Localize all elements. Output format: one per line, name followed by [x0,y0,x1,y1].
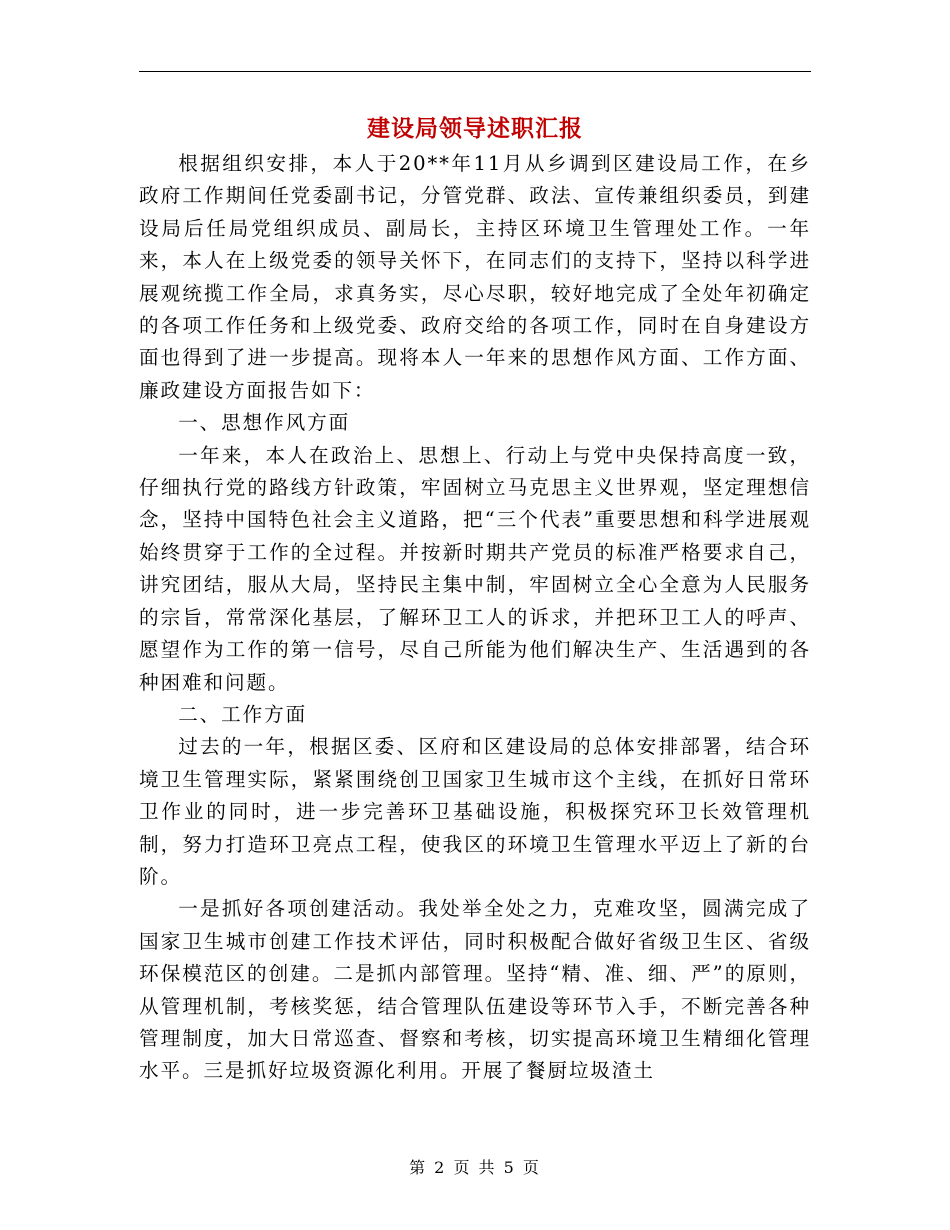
paragraph-intro: 根据组织安排，本人于20**年11月从乡调到区建设局工作，在乡政府工作期间任党委副书记，分管党群、政法、宣传兼组织委员，到建设局后任局党组织成员、副局长，主持区环境卫生管理处工作。一年来，本人在上级党委的领导关怀下，在同志们的支持下，坚持以科学进展观统揽工作全局，求真务实，尽心尽职，较好地完成了全处年初确定的各项工作任务和上级党委、政府交给的各项工作，同时在自身建设方面也得到了进一步提高。现将本人一年来的思想作风方面、工作方面、廉政建设方面报告如下： [139,152,811,402]
document-body [139,148,811,1088]
section-heading-ideology: 一、思想作风方面 [178,411,351,435]
document-title: 建设局领导述职汇报 [367,115,583,142]
paragraph-work-overview: 过去的一年，根据区委、区府和区建设局的总体安排部署，结合环境卫生管理实际，紧紧围绕创卫国家卫生城市这个主线，在抓好日常环卫作业的同时，进一步完善环卫基础设施，积极探究环卫长效管理机制，努力打造环卫亮点工程，使我区的环境卫生管理水平迈上了新的台阶。 [139,735,811,888]
paragraph-ideology: 一年来，本人在政治上、思想上、行动上与党中央保持高度一致，仔细执行党的路线方针政策，牢固树立马克思主义世界观，坚定理想信念，坚持中国特色社会主义道路，把“三个代表”重要思想和科学进展观始终贯穿于工作的全过程。并按新时期共产党员的标准严格要求自己，讲究团结，服从大局，坚持民主集中制，牢固树立全心全意为人民服务的宗旨，常常深化基层，了解环卫工人的诉求，并把环卫工人的呼声、愿望作为工作的第一信号，尽自己所能为他们解决生产、生活遇到的各种困难和问题。 [139,443,811,694]
section-heading-work: 二、工作方面 [178,702,308,726]
header-rule [139,71,811,72]
page-number: 第 2 页 共 5 页 [409,1158,541,1177]
paragraph-work-details: 一是抓好各项创建活动。我处举全处之力，克难攻坚，圆满完成了国家卫生城市创建工作技术评估，同时积极配合做好省级卫生区、省级环保模范区的创建。二是抓内部管理。坚持“精、准、细、严”的原则，从管理机制，考核奖惩，结合管理队伍建设等环节入手，不断完善各种管理制度，加大日常巡查、督察和考核，切实提高环境卫生精细化管理水平。三是抓好垃圾资源化利用。开展了餐厨垃圾渣土 [139,897,811,1083]
